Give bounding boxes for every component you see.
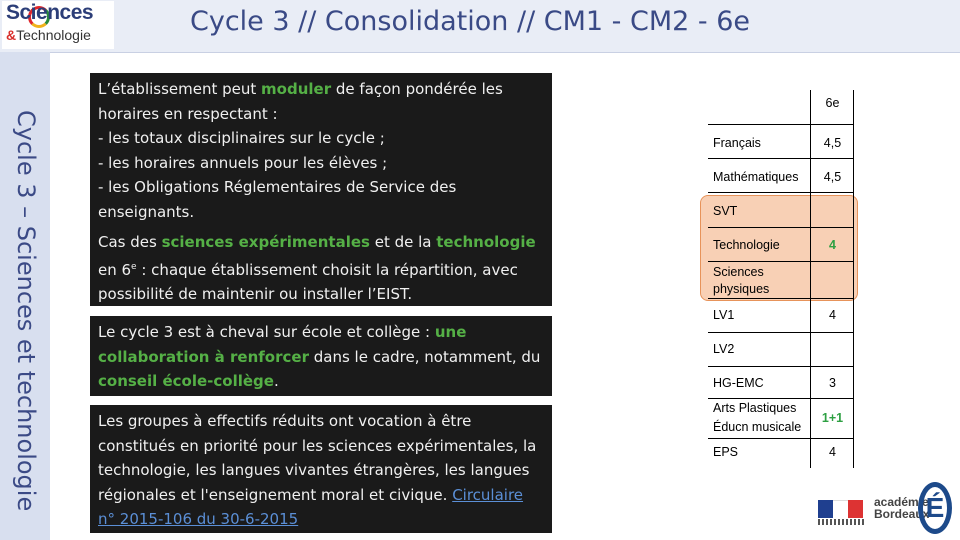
academie-bordeaux-logo: académie Bordeaux xyxy=(874,495,930,521)
paragraph-modulation: L’établissement peut moduler de façon pondérée les horaires en respectant : xyxy=(98,80,503,123)
paragraph-collaboration: Le cycle 3 est à cheval sur école et collège : une collaboration à renforcer dans le cadre, notamment, du conseil école-collège. xyxy=(98,323,541,390)
table-rule xyxy=(708,438,854,439)
list-item: - les Obligations Réglementaires de Service des enseignants. xyxy=(98,178,457,221)
text-box-groupes xyxy=(90,405,552,533)
sidebar xyxy=(0,52,50,540)
circulaire-link[interactable]: Circulaire n° 2015-106 du 30-6-2015 xyxy=(98,485,524,528)
column-header: 6e xyxy=(825,96,840,110)
logo-line-2: &Technologie xyxy=(6,27,91,43)
paragraph-sciences: Cas des sciences expérimentales et de la technologie en 6e : chaque établissement choisit la répartition, avec possibilité de maintenir ou installer l’EIST. xyxy=(98,233,536,303)
text-box-horaires xyxy=(90,73,552,306)
sidebar-vertical-title: Cycle 3 – Sciences et technologie xyxy=(12,110,40,512)
table-rule xyxy=(708,124,854,125)
table-rule xyxy=(708,398,854,399)
table-rule xyxy=(708,227,854,228)
list-item: - les totaux disciplinaires sur le cycle ; xyxy=(98,129,385,147)
table-rule xyxy=(708,332,854,333)
logo-line-1: Sciences xyxy=(6,1,94,24)
hours-table: 6e Français 4,5 Mathématiques 4,5 SVT Technologie 4 Sciences physiques LV1 4 LV2 HG-EMC 3 Arts Plastiques 1+1 Éducn musicale EPS 4 xyxy=(708,88,854,468)
footer-logos xyxy=(812,478,958,538)
table-rule xyxy=(708,298,854,299)
table-rule xyxy=(708,192,854,193)
table-rule xyxy=(708,158,854,159)
sciences-technologie-logo xyxy=(2,1,114,49)
header-bar xyxy=(0,0,960,53)
table-rule xyxy=(708,261,854,262)
text-box-collaboration xyxy=(90,316,552,396)
republique-francaise-logo xyxy=(818,500,864,528)
list-item: - les horaires annuels pour les élèves ; xyxy=(98,153,388,172)
paragraph-groupes: Les groupes à effectifs réduits ont vocation à être constitués en priorité pour les sciences expérimentales, la technologie, les langues vivantes étrangères, les langues régionales et l'enseignement moral et civique. Circulaire n° 2015-106 du 30-6-2015 xyxy=(98,412,537,528)
table-rule xyxy=(708,366,854,367)
page-title: Cycle 3 // Consolidation // CM1 - CM2 - 6e xyxy=(190,6,750,37)
education-e-logo: É xyxy=(918,482,952,534)
